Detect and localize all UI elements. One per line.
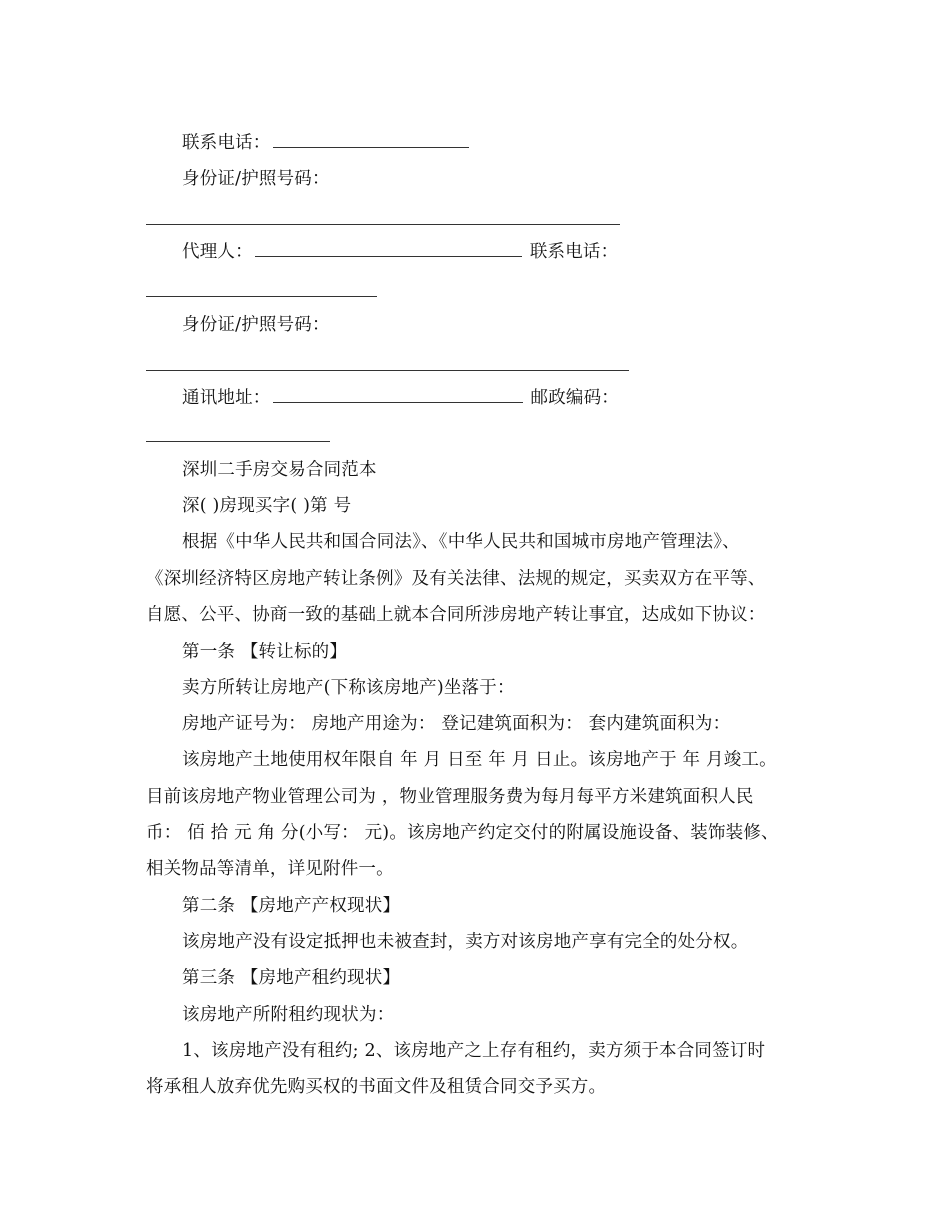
contract-title: 深圳二手房交易合同范本 <box>182 460 377 480</box>
article-2-body: 该房地产没有设定抵押也未被查封，卖方对该房地产享有完全的处分权。 <box>182 932 749 952</box>
article-3-intro: 该房地产所附租约现状为： <box>182 1005 395 1025</box>
address-label: 通讯地址： <box>182 388 271 408</box>
phone-label: 联系电话： <box>182 133 271 153</box>
address-blank <box>273 388 523 403</box>
id-blank-rule <box>146 224 620 225</box>
agent-id-line <box>182 313 806 337</box>
postcode-blank-rule <box>146 441 330 442</box>
article-1-body-2: 目前该房地产物业管理公司为 ，物业管理服务费为每月每平方米建筑面积人民 <box>146 787 754 807</box>
address-line <box>182 386 806 410</box>
agent-blank <box>255 242 522 257</box>
id-label: 身份证/护照号码： <box>182 169 330 189</box>
agent-phone-blank-rule <box>146 296 377 297</box>
article-1-fields: 房地产证号为： 房地产用途为： 登记建筑面积为： 套内建筑面积为： <box>182 714 731 734</box>
agent-id-blank-rule <box>146 370 629 371</box>
postcode-label: 邮政编码： <box>530 388 619 408</box>
article-3-body-2: 将承租人放弃优先购买权的书面文件及租赁合同交予买方。 <box>146 1077 607 1097</box>
agent-id-label: 身份证/护照号码： <box>182 315 330 335</box>
article-3-heading: 第三条 【房地产租约现状】 <box>182 968 401 988</box>
article-1-body-1: 该房地产土地使用权年限自 年 月 日至 年 月 日止。该房地产于 年 月竣工。 <box>182 750 777 770</box>
article-1-location: 卖方所转让房地产(下称该房地产)坐落于： <box>182 678 515 698</box>
agent-label: 代理人： <box>182 242 253 262</box>
phone-line <box>182 131 806 155</box>
article-3-body-1: 1、该房地产没有租约; 2、该房地产之上存有租约，卖方须于本合同签订时 <box>182 1041 766 1061</box>
agent-phone-label: 联系电话： <box>529 242 619 262</box>
article-1-body-3: 币： 佰 拾 元 角 分(小写： 元)。该房地产约定交付的附属设施设备、装饰装修、 <box>146 823 779 843</box>
preamble-line-2: 《深圳经济特区房地产转让条例》及有关法律、法规的规定，买卖双方在平等、 <box>146 569 766 589</box>
preamble-line-1: 根据《中华人民共和国合同法》、《中华人民共和国城市房地产管理法》、 <box>182 532 740 552</box>
preamble-line-3: 自愿、公平、协商一致的基础上就本合同所涉房地产转让事宜，达成如下协议： <box>146 605 766 625</box>
article-1-body-4: 相关物品等清单，详见附件一。 <box>146 859 394 879</box>
article-2-heading: 第二条 【房地产产权现状】 <box>182 896 401 916</box>
agent-line <box>182 240 806 264</box>
article-1-heading: 第一条 【转让标的】 <box>182 642 348 662</box>
contract-number: 深( )房现买字( )第 号 <box>182 496 352 516</box>
id-line <box>182 167 806 191</box>
phone-blank <box>273 133 469 148</box>
